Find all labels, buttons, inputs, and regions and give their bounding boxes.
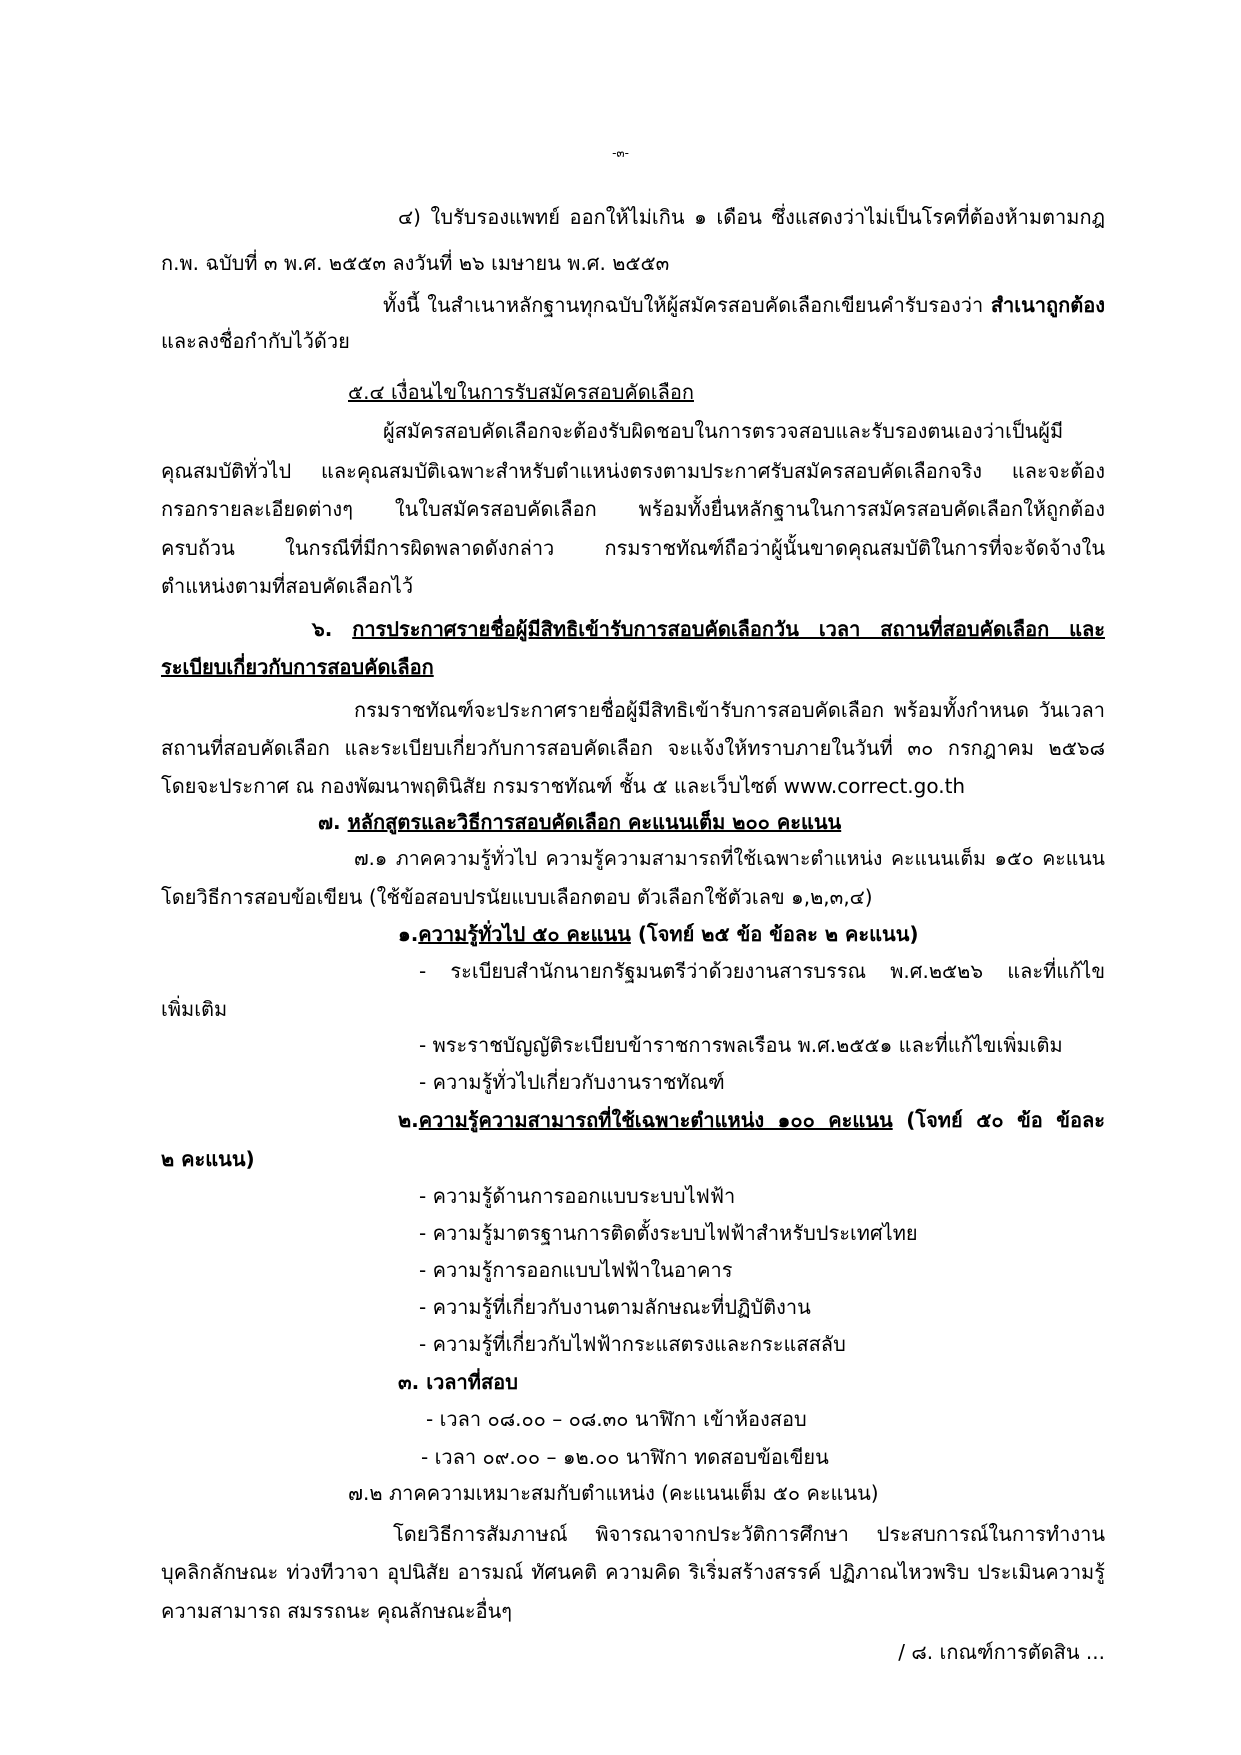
section-7-1-line-1: ๗.๑ ภาคความรู้ทั่วไป ความรู้ความสามารถที่ใช้เฉพาะตำแหน่ง คะแนนเต็ม ๑๕๐ คะแนน xyxy=(354,847,1105,870)
section-7-2-line: ความสามารถ สมรรถนะ คุณลักษณะอื่นๆ xyxy=(161,1599,513,1623)
part-1-detail: (โจทย์ ๒๕ ข้อ ข้อละ ๒ คะแนน) xyxy=(630,922,919,946)
section-6-line: กรมราชทัณฑ์จะประกาศรายชื่อผู้มีสิทธิเข้ารับการสอบคัดเลือก พร้อมทั้งกำหนด วันเวลา xyxy=(354,698,1105,722)
certify-line-1 xyxy=(383,290,1105,320)
part-1-heading xyxy=(398,919,919,949)
part-2-item: - ความรู้การออกแบบไฟฟ้าในอาคาร xyxy=(419,1258,733,1282)
part-1-item: เพิ่มเติม xyxy=(161,997,228,1021)
section-6-title: การประกาศรายชื่อผู้มีสิทธิเข้ารับการสอบคัดเลือกวัน เวลา สถานที่สอบคัดเลือก และ xyxy=(352,617,1105,641)
medical-cert-line-2: ก.พ. ฉบับที่ ๓ พ.ศ. ๒๕๕๓ ลงวันที่ ๒๖ เมษายน พ.ศ. ๒๕๕๓ xyxy=(161,251,670,275)
part-2-heading xyxy=(398,1105,1105,1135)
part-1-item: - ความรู้ทั่วไปเกี่ยวกับงานราชทัณฑ์ xyxy=(419,1070,725,1094)
part-1-number: ๑. xyxy=(398,922,419,946)
part-2-item: - ความรู้ที่เกี่ยวกับไฟฟ้ากระแสตรงและกระแสสลับ xyxy=(419,1332,846,1356)
exam-time-item: - เวลา ๐๘.๐๐ – ๐๘.๓๐ นาฬิกา เข้าห้องสอบ xyxy=(426,1407,807,1431)
part-2-item: - ความรู้มาตรฐานการติดตั้งระบบไฟฟ้าสำหรับประเทศไทย xyxy=(419,1221,918,1245)
section-6-line: สถานที่สอบคัดเลือก และระเบียบเกี่ยวกับการสอบคัดเลือก จะแจ้งให้ทราบภายในวันที่ ๓๐ กรกฎาคม ๒๕๖๘ xyxy=(161,736,1105,760)
section-5-4-heading: ๕.๔ เงื่อนไขในการรับสมัครสอบคัดเลือก xyxy=(348,380,694,404)
section-7-heading xyxy=(318,807,841,837)
section-7-number: ๗. xyxy=(318,810,341,834)
section-5-4-line: ครบถ้วน ในกรณีที่มีการผิดพลาดดังกล่าว กรมราชทัณฑ์ถือว่าผู้นั้นขาดคุณสมบัติในการที่จะจัดจ้างใน xyxy=(161,536,1105,560)
certify-line-2: และลงชื่อกำกับไว้ด้วย xyxy=(161,329,350,353)
section-5-4-line: คุณสมบัติทั่วไป และคุณสมบัติเฉพาะสำหรับตำแหน่งตรงตามประกาศรับสมัครสอบคัดเลือกจริง และจะต้อง xyxy=(161,459,1105,483)
part-1-item: - พระราชบัญญัติระเบียบข้าราชการพลเรือน พ.ศ.๒๕๕๑ และที่แก้ไขเพิ่มเติม xyxy=(419,1033,1063,1057)
section-6-heading-line-2: ระเบียบเกี่ยวกับการสอบคัดเลือก xyxy=(161,655,434,679)
section-7-2-line: โดยวิธีการสัมภาษณ์ พิจารณาจากประวัติการศึกษา ประสบการณ์ในการทำงาน xyxy=(393,1522,1105,1546)
section-6-number: ๖. xyxy=(312,617,333,641)
continuation-note: / ๘. เกณฑ์การตัดสิน ... xyxy=(898,1640,1105,1664)
section-7-title: หลักสูตรและวิธีการสอบคัดเลือก คะแนนเต็ม ๒๐๐ คะแนน xyxy=(347,810,842,834)
part-2-item: - ความรู้ด้านการออกแบบระบบไฟฟ้า xyxy=(419,1184,736,1208)
section-6-line: โดยจะประกาศ ณ กองพัฒนาพฤตินิสัย กรมราชทัณฑ์ ชั้น ๕ และเว็บไซต์ www.correct.go.th xyxy=(161,774,966,798)
part-3-heading: ๓. เวลาที่สอบ xyxy=(398,1370,518,1394)
part-2-detail: (โจทย์ ๕๐ ข้อ ข้อละ xyxy=(892,1108,1105,1132)
section-7-2-heading: ๗.๒ ภาคความเหมาะสมกับตำแหน่ง (คะแนนเต็ม ๕๐ คะแนน) xyxy=(348,1481,879,1505)
section-5-4-line: ผู้สมัครสอบคัดเลือกจะต้องรับผิดชอบในการตรวจสอบและรับรองตนเองว่าเป็นผู้มี xyxy=(383,419,1064,443)
certify-bold-text: สำเนาถูกต้อง xyxy=(990,293,1106,317)
page-number: -๓- xyxy=(612,146,629,160)
part-2-item: - ความรู้ที่เกี่ยวกับงานตามลักษณะที่ปฏิบัติงาน xyxy=(419,1295,811,1319)
exam-time-item: - เวลา ๐๙.๐๐ – ๑๒.๐๐ นาฬิกา ทดสอบข้อเขียน xyxy=(421,1445,829,1469)
section-7-1-line-2: โดยวิธีการสอบข้อเขียน (ใช้ข้อสอบปรนัยแบบเลือกตอบ ตัวเลือกใช้ตัวเลข ๑,๒,๓,๔) xyxy=(161,885,873,909)
part-2-number: ๒. xyxy=(398,1108,419,1132)
part-1-title: ความรู้ทั่วไป ๕๐ คะแนน xyxy=(418,922,631,946)
medical-cert-line-1: ๔) ใบรับรองแพทย์ ออกให้ไม่เกิน ๑ เดือน ซึ่งแสดงว่าไม่เป็นโรคที่ต้องห้ามตามกฎ xyxy=(398,205,1105,229)
part-1-item: - ระเบียบสำนักนายกรัฐมนตรีว่าด้วยงานสารบรรณ พ.ศ.๒๕๒๖ และที่แก้ไข xyxy=(419,959,1105,983)
section-5-4-line: กรอกรายละเอียดต่างๆ ในใบสมัครสอบคัดเลือก พร้อมทั้งยื่นหลักฐานในการสมัครสอบคัดเลือกให้ถูกต้อง xyxy=(161,497,1105,521)
part-2-title: ความรู้ความสามารถที่ใช้เฉพาะตำแหน่ง ๑๐๐ คะแนน xyxy=(418,1108,893,1132)
part-2-heading-cont: ๒ คะแนน) xyxy=(161,1147,255,1171)
section-6-heading-line-1 xyxy=(312,614,1105,644)
certify-text: ทั้งนี้ ในสำเนาหลักฐานทุกฉบับให้ผู้สมัครสอบคัดเลือกเขียนคำรับรองว่า xyxy=(383,293,984,317)
section-5-4-line: ตำแหน่งตามที่สอบคัดเลือกไว้ xyxy=(161,574,414,598)
section-7-2-line: บุคลิกลักษณะ ท่วงทีวาจา อุปนิสัย อารมณ์ ทัศนคติ ความคิด ริเริ่มสร้างสรรค์ ปฏิภาณไหวพริบ ประเมินความรู้ xyxy=(161,1560,1105,1584)
